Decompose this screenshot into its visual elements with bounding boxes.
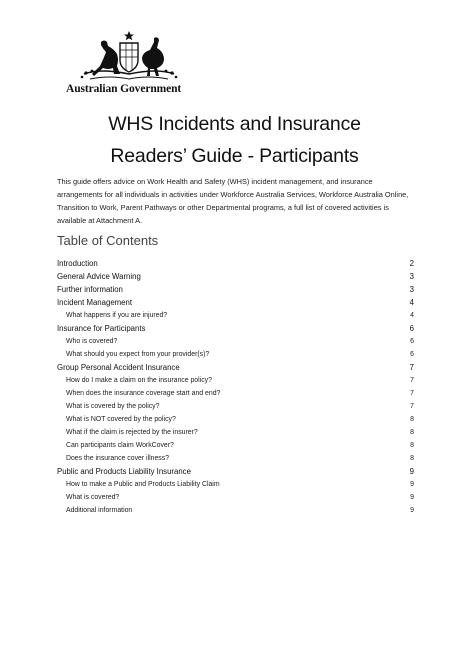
toc-entry-label[interactable]: What happens if you are injured? (66, 312, 168, 319)
toc-entry-label[interactable]: How to make a Public and Products Liability Claim (66, 481, 220, 488)
toc-heading: Table of Contents (57, 233, 159, 248)
toc-entry-label[interactable]: When does the insurance coverage start and end? (66, 390, 221, 397)
toc-entry-page-number[interactable]: 3 (409, 272, 414, 281)
toc-entry-label[interactable]: What is covered by the policy? (66, 403, 160, 410)
commonwealth-coat-of-arms-icon (70, 30, 188, 84)
toc-entry[interactable] (57, 361, 414, 374)
toc-entry[interactable] (57, 452, 414, 465)
toc-entry-page-number[interactable]: 8 (410, 455, 414, 462)
toc-entry-page-number[interactable]: 7 (410, 377, 414, 384)
toc-entry-page-number[interactable]: 6 (410, 351, 414, 358)
toc-entry-page-number[interactable]: 8 (410, 416, 414, 423)
toc-entry[interactable] (57, 283, 414, 296)
toc-entry[interactable] (57, 439, 414, 452)
toc-entry-label[interactable]: Who is covered? (66, 338, 118, 345)
government-name: Australian Government (66, 83, 182, 95)
toc-entry-label[interactable]: Further information (57, 285, 123, 294)
intro-paragraph: This guide offers advice on Work Health and Safety (WHS) incident management, and insurance arrangements for all individuals in activities under Workforce Australia Services, Workforce Australia Online, Transition to Work, Parent Pathways or other Departmental programs, a full list of covered activities is available at Attachment A. (57, 177, 409, 225)
toc-entry-label[interactable]: What is covered? (66, 494, 120, 501)
toc-entry-page-number[interactable]: 9 (409, 467, 414, 476)
toc-entry[interactable] (57, 296, 414, 309)
toc-entry-page-number[interactable]: 6 (409, 324, 414, 333)
toc-entry[interactable] (57, 400, 414, 413)
toc-entry[interactable] (57, 348, 414, 361)
toc-entry[interactable] (57, 478, 414, 491)
toc-entry-label[interactable]: Incident Management (57, 298, 132, 307)
toc-entry-page-number[interactable]: 2 (409, 259, 414, 268)
toc-entry-label[interactable]: What should you expect from your provider(s)? (66, 351, 210, 358)
toc-entry[interactable] (57, 387, 414, 400)
toc-entry-label[interactable]: What if the claim is rejected by the insurer? (66, 429, 198, 436)
toc-entry-page-number[interactable]: 7 (409, 363, 414, 372)
toc-entry-label[interactable]: How do I make a claim on the insurance policy? (66, 377, 212, 384)
toc-entry[interactable] (57, 309, 414, 322)
table-of-contents (57, 257, 414, 517)
toc-entry-page-number[interactable]: 9 (410, 481, 414, 488)
toc-entry-page-number[interactable]: 8 (410, 429, 414, 436)
toc-entry[interactable] (57, 322, 414, 335)
document-title-line-1: WHS Incidents and Insurance (108, 113, 361, 135)
toc-entry[interactable] (57, 465, 414, 478)
toc-entry-page-number[interactable]: 7 (410, 403, 414, 410)
toc-entry-label[interactable]: Insurance for Participants (57, 324, 146, 333)
toc-entry[interactable] (57, 335, 414, 348)
toc-entry[interactable] (57, 270, 414, 283)
toc-entry[interactable] (57, 374, 414, 387)
toc-entry-page-number[interactable]: 6 (410, 338, 414, 345)
toc-entry[interactable] (57, 491, 414, 504)
toc-entry-label[interactable]: Introduction (57, 259, 98, 268)
toc-entry-label[interactable]: Public and Products Liability Insurance (57, 467, 191, 476)
toc-entry[interactable] (57, 426, 414, 439)
toc-entry-page-number[interactable]: 3 (409, 285, 414, 294)
toc-entry-label[interactable]: General Advice Warning (57, 272, 141, 281)
toc-entry-page-number[interactable]: 9 (410, 494, 414, 501)
toc-entry[interactable] (57, 257, 414, 270)
toc-entry-page-number[interactable]: 4 (410, 312, 414, 319)
toc-entry[interactable] (57, 413, 414, 426)
toc-entry[interactable] (57, 504, 414, 517)
document-title-line-2: Readers’ Guide - Participants (110, 145, 359, 167)
toc-entry-label[interactable]: What is NOT covered by the policy? (66, 416, 176, 423)
toc-entry-label[interactable]: Does the insurance cover illness? (66, 455, 170, 462)
toc-entry-page-number[interactable]: 7 (410, 390, 414, 397)
toc-entry-label[interactable]: Group Personal Accident Insurance (57, 363, 180, 372)
toc-entry-label[interactable]: Additional information (66, 507, 133, 514)
toc-entry-page-number[interactable]: 8 (410, 442, 414, 449)
toc-entry-label[interactable]: Can participants claim WorkCover? (66, 442, 174, 449)
toc-entry-page-number[interactable]: 9 (410, 507, 414, 514)
toc-entry-page-number[interactable]: 4 (409, 298, 414, 307)
